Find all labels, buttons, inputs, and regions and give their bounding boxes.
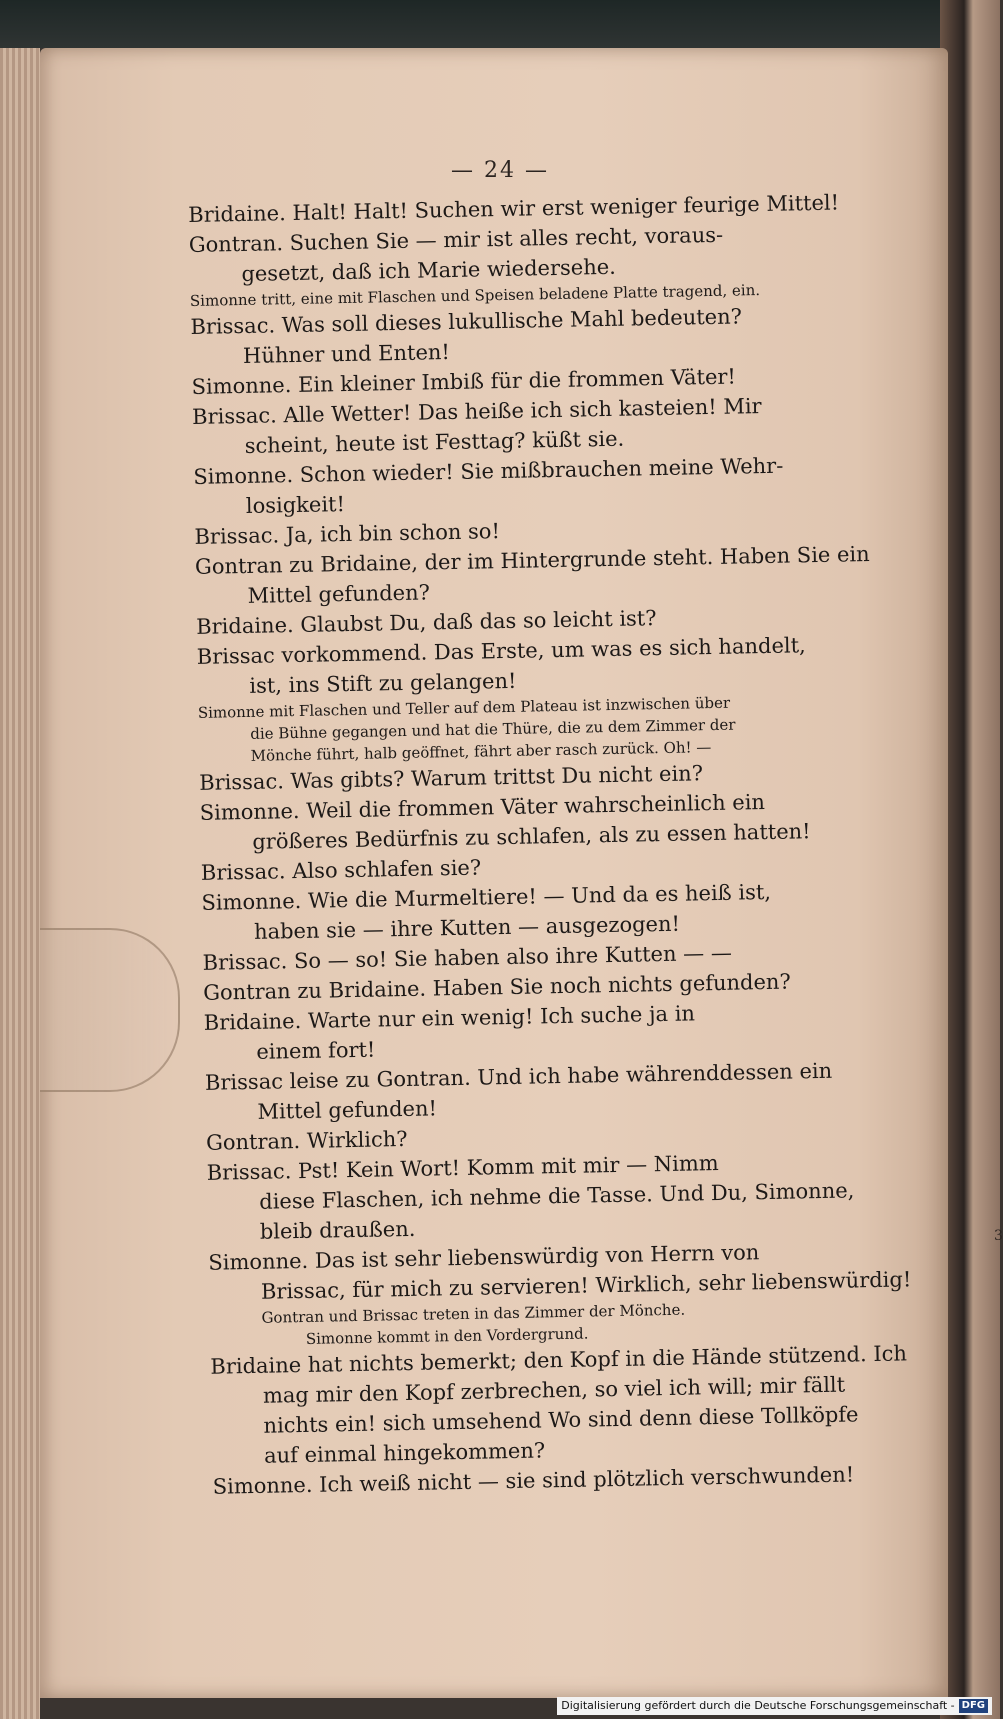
text-line: Brissac. So — so! Sie haben also ihre Kutten — — (202, 940, 733, 975)
book-spine (940, 0, 1000, 1719)
text-line: Simonne. Schon wieder! Sie mißbrauchen meine Wehr- (193, 453, 784, 489)
edge-mark: 3 (994, 1228, 1003, 1244)
text-line: Simonne. Ich weiß nicht — sie sind plötzlich verschwunden! (212, 1462, 855, 1499)
scanner-background (0, 0, 1000, 48)
text-line: Brissac. Pst! Kein Wort! Komm mit mir — Nimm (206, 1150, 719, 1185)
text-line: Bridaine. Warte nur ein wenig! Ich suche ja in (203, 1001, 696, 1035)
text-line: Brissac. Was soll dieses lukullische Mahl bedeuten? (190, 304, 743, 339)
stage-direction: Gontran und Brissac treten in das Zimmer der Mönche. (261, 1300, 686, 1327)
page-number: — 24 — (451, 158, 549, 183)
paper-tab-imprint (40, 928, 180, 1092)
text-line: größeres Bedürfnis zu schlafen, als zu essen hatten! (252, 819, 811, 854)
text-line: Brissac. Was gibts? Warum trittst Du nicht ein? (198, 761, 704, 795)
digitization-footer (557, 1697, 992, 1715)
text-line: losigkeit! (245, 492, 346, 518)
text-line: Bridaine. Glaubst Du, daß das so leicht ist? (195, 606, 657, 639)
text-line: ist, ins Stift zu gelangen! (249, 668, 517, 698)
page-stack-edge (0, 48, 40, 1719)
text-line: auf einmal hingekommen? (263, 1438, 546, 1468)
stage-direction: Simonne tritt, eine mit Flaschen und Speisen beladene Platte tragend, ein. (189, 281, 761, 310)
text-line: Simonne. Weil die frommen Väter wahrscheinlich ein (199, 790, 766, 825)
stage-direction: Mönche führt, halb geöffnet, fährt aber rasch zurück. Oh! — (250, 738, 712, 765)
text-line: Brissac vorkommend. Das Erste, um was es sich handelt, (196, 633, 806, 669)
text-line: Simonne. Ein kleiner Imbiß für die frommen Väter! (191, 364, 737, 399)
text-line: Gontran zu Bridaine, der im Hintergrunde steht. Haben Sie ein (194, 541, 870, 579)
play-text (188, 186, 925, 1501)
text-line: Gontran. Suchen Sie — mir ist alles recht, voraus- (188, 222, 724, 257)
text-line: einem fort! (256, 1037, 376, 1064)
footer-credit: Digitalisierung gefördert durch die Deutsche Forschungsgemeinschaft - (561, 1699, 955, 1712)
stage-direction: Simonne kommt in den Vordergrund. (305, 1324, 589, 1348)
text-line: Mittel gefunden? (247, 580, 431, 608)
text-line: Brissac. Also schlafen sie? (200, 855, 482, 885)
text-line: gesetzt, daß ich Marie wiedersehe. (241, 254, 617, 286)
text-line: Bridaine hat nichts bemerkt; den Kopf in die Hände stützend. Ich (210, 1341, 908, 1379)
text-line: Mittel gefunden! (257, 1096, 438, 1124)
text-line: Brissac. Alle Wetter! Das heiße ich sich kasteien! Mir (191, 394, 762, 429)
text-line: mag mir den Kopf zerbrechen, so viel ich will; mir fällt (262, 1372, 846, 1408)
stage-direction: Simonne mit Flaschen und Teller auf dem Plateau ist inzwischen über (197, 693, 731, 722)
text-line: Simonne. Wie die Murmeltiere! — Und da es heiß ist, (201, 879, 772, 915)
text-line: Simonne. Das ist sehr liebenswürdig von Herrn von (208, 1240, 760, 1275)
text-line: scheint, heute ist Festtag? küßt sie. (244, 426, 625, 458)
text-line: bleib draußen. (259, 1216, 416, 1244)
stage-direction: die Bühne gegangen und hat die Thüre, die zu dem Zimmer der (250, 715, 736, 743)
text-line: diese Flaschen, ich nehme die Tasse. Und Du, Simonne, (259, 1178, 855, 1214)
text-line: Gontran. Wirklich? (205, 1126, 408, 1155)
text-line: Bridaine. Halt! Halt! Suchen wir erst weniger feurige Mittel! (188, 190, 840, 227)
text-line: Brissac leise zu Gontran. Und ich habe währenddessen ein (204, 1058, 833, 1095)
text-line: Brissac. Ja, ich bin schon so! (194, 519, 501, 549)
text-line: nichts ein! sich umsehend Wo sind denn diese Tollköpfe (263, 1402, 859, 1438)
text-line: haben sie — ihre Kutten — ausgezogen! (253, 911, 681, 944)
text-line: Brissac, für mich zu servieren! Wirklich, sehr liebenswürdig! (260, 1267, 912, 1304)
text-line: Hühner und Enten! (242, 340, 451, 368)
dfg-logo: DFG (959, 1699, 988, 1713)
text-line: Gontran zu Bridaine. Haben Sie noch nichts gefunden? (202, 969, 791, 1005)
